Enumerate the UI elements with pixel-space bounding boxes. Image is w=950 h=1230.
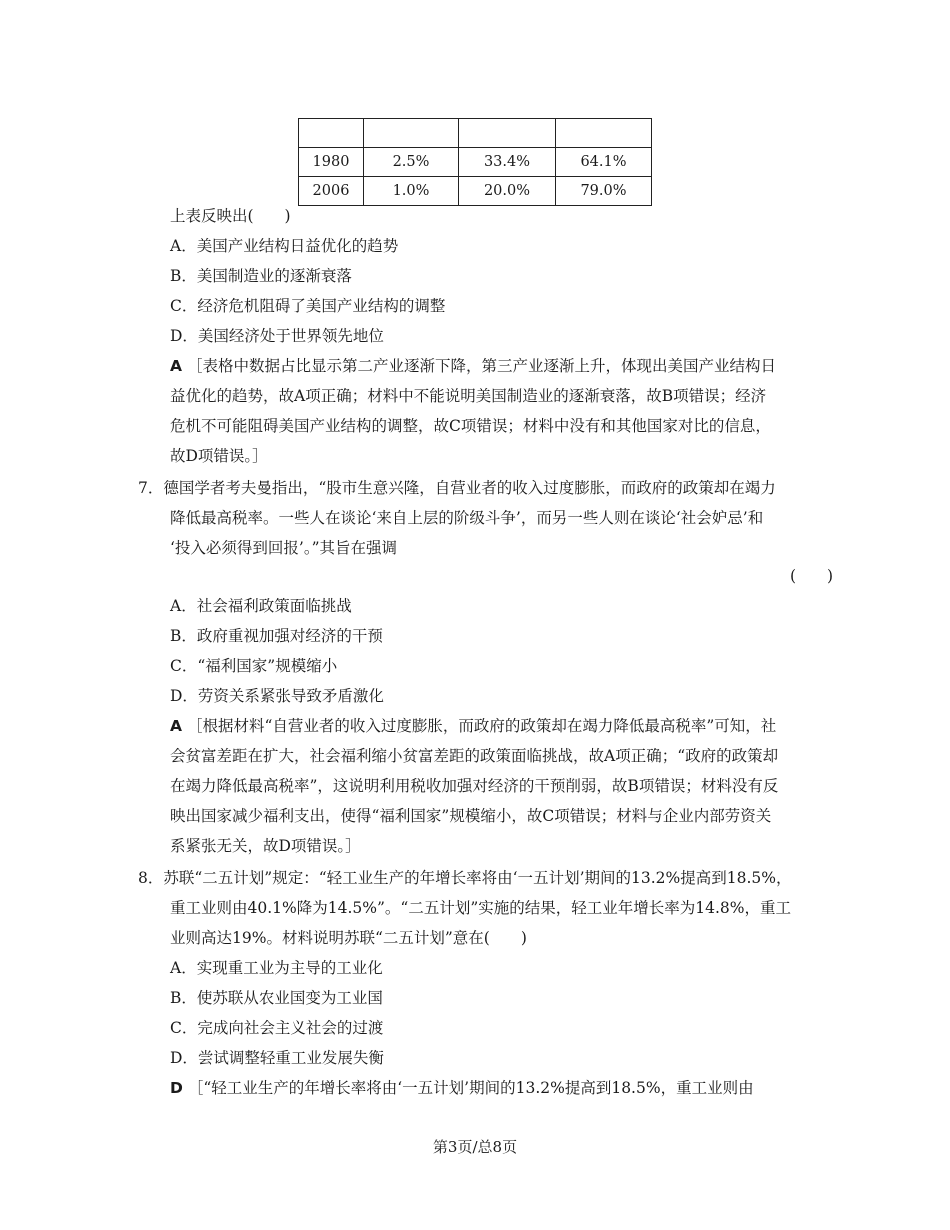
option-a: A．美国产业结构日益优化的趋势 [170, 237, 399, 255]
table-cell: 1.0% [364, 177, 459, 206]
answer-blank: ( ) [790, 567, 834, 585]
answer-letter: D [170, 1079, 183, 1097]
option-d: D．尝试调整轻重工业发展失衡 [170, 1049, 384, 1067]
option-d: D．劳资关系紧张导致矛盾激化 [170, 687, 384, 705]
table-cell: 1980 [299, 148, 364, 177]
explanation-text: ［表格中数据占比显示第二产业逐渐下降，第三产业逐渐上升，体现出美国产业结构日 [186, 357, 776, 375]
table-cell: 20.0% [459, 177, 556, 206]
explanation-line [170, 356, 776, 376]
option-c: C．“福利国家”规模缩小 [170, 657, 338, 675]
explanation-line: 在竭力降低最高税率”，这说明利用税收加强对经济的干预削弱，故B项错误；材料没有反 [170, 777, 779, 795]
explanation-line: 故D项错误。］ [170, 447, 268, 465]
table-row [299, 177, 652, 206]
table-row [299, 148, 652, 177]
option-a: A．实现重工业为主导的工业化 [170, 959, 383, 977]
explanation-line: 会贫富差距在扩大，社会福利缩小贫富差距的政策面临挑战，故A项正确；“政府的政策却 [170, 747, 779, 765]
option-b: B．政府重视加强对经济的干预 [170, 627, 383, 645]
question-stem: ‘投入必须得到回报’。”其旨在强调 [170, 539, 398, 557]
question-stem: 8．苏联“二五计划”规定：“轻工业生产的年增长率将由‘一五计划’期间的13.2%提高到18.5%， [138, 869, 792, 887]
table-cell [556, 119, 652, 148]
question-stem: 业则高达19%。材料说明苏联“二五计划”意在( ) [170, 929, 527, 947]
answer-letter: A [170, 717, 182, 735]
table-cell: 64.1% [556, 148, 652, 177]
question-stem: 7．德国学者考夫曼指出，“股市生意兴隆，自营业者的收入过度膨胀，而政府的政策却在竭力 [138, 479, 776, 497]
explanation-line: 系紧张无关，故D项错误。］ [170, 837, 361, 855]
explanation-line [170, 1078, 754, 1098]
table-cell: 2006 [299, 177, 364, 206]
answer-letter: A [170, 357, 182, 375]
page-footer: 第3页/总8页 [432, 1138, 518, 1156]
explanation-text: ［根据材料“自营业者的收入过度膨胀，而政府的政策却在竭力降低最高税率”可知，社 [186, 717, 777, 735]
explanation-line: 映出国家减少福利支出，使得“福利国家”规模缩小，故C项错误；材料与企业内部劳资关 [170, 807, 772, 825]
table-cell [364, 119, 459, 148]
question-stem: 重工业则由40.1%降为14.5%”。“二五计划”实施的结果，轻工业年增长率为14.8%，重工 [170, 899, 791, 917]
explanation-text: ［“轻工业生产的年增长率将由‘一五计划’期间的13.2%提高到18.5%，重工业则由 [187, 1079, 754, 1097]
option-d: D．美国经济处于世界领先地位 [170, 327, 384, 345]
option-c: C．经济危机阻碍了美国产业结构的调整 [170, 297, 446, 315]
table-row [299, 119, 652, 148]
explanation-line [170, 716, 776, 736]
explanation-line: 危机不可能阻碍美国产业结构的调整，故C项错误；材料中没有和其他国家对比的信息， [170, 417, 771, 435]
question-stem: 上表反映出( ) [170, 207, 291, 225]
table-cell: 2.5% [364, 148, 459, 177]
explanation-line: 益优化的趋势，故A项正确；材料中不能说明美国制造业的逐渐衰落，故B项错误；经济 [170, 387, 767, 405]
option-a: A．社会福利政策面临挑战 [170, 597, 352, 615]
table-cell [459, 119, 556, 148]
question-stem: 降低最高税率。一些人在谈论‘来自上层的阶级斗争’，而另一些人则在谈论‘社会妒忌’和 [170, 509, 764, 527]
table-cell: 33.4% [459, 148, 556, 177]
industry-structure-table [298, 118, 652, 206]
option-b: B．使苏联从农业国变为工业国 [170, 989, 383, 1007]
table-cell [299, 119, 364, 148]
table-cell: 79.0% [556, 177, 652, 206]
option-c: C．完成向社会主义社会的过渡 [170, 1019, 384, 1037]
option-b: B．美国制造业的逐渐衰落 [170, 267, 352, 285]
